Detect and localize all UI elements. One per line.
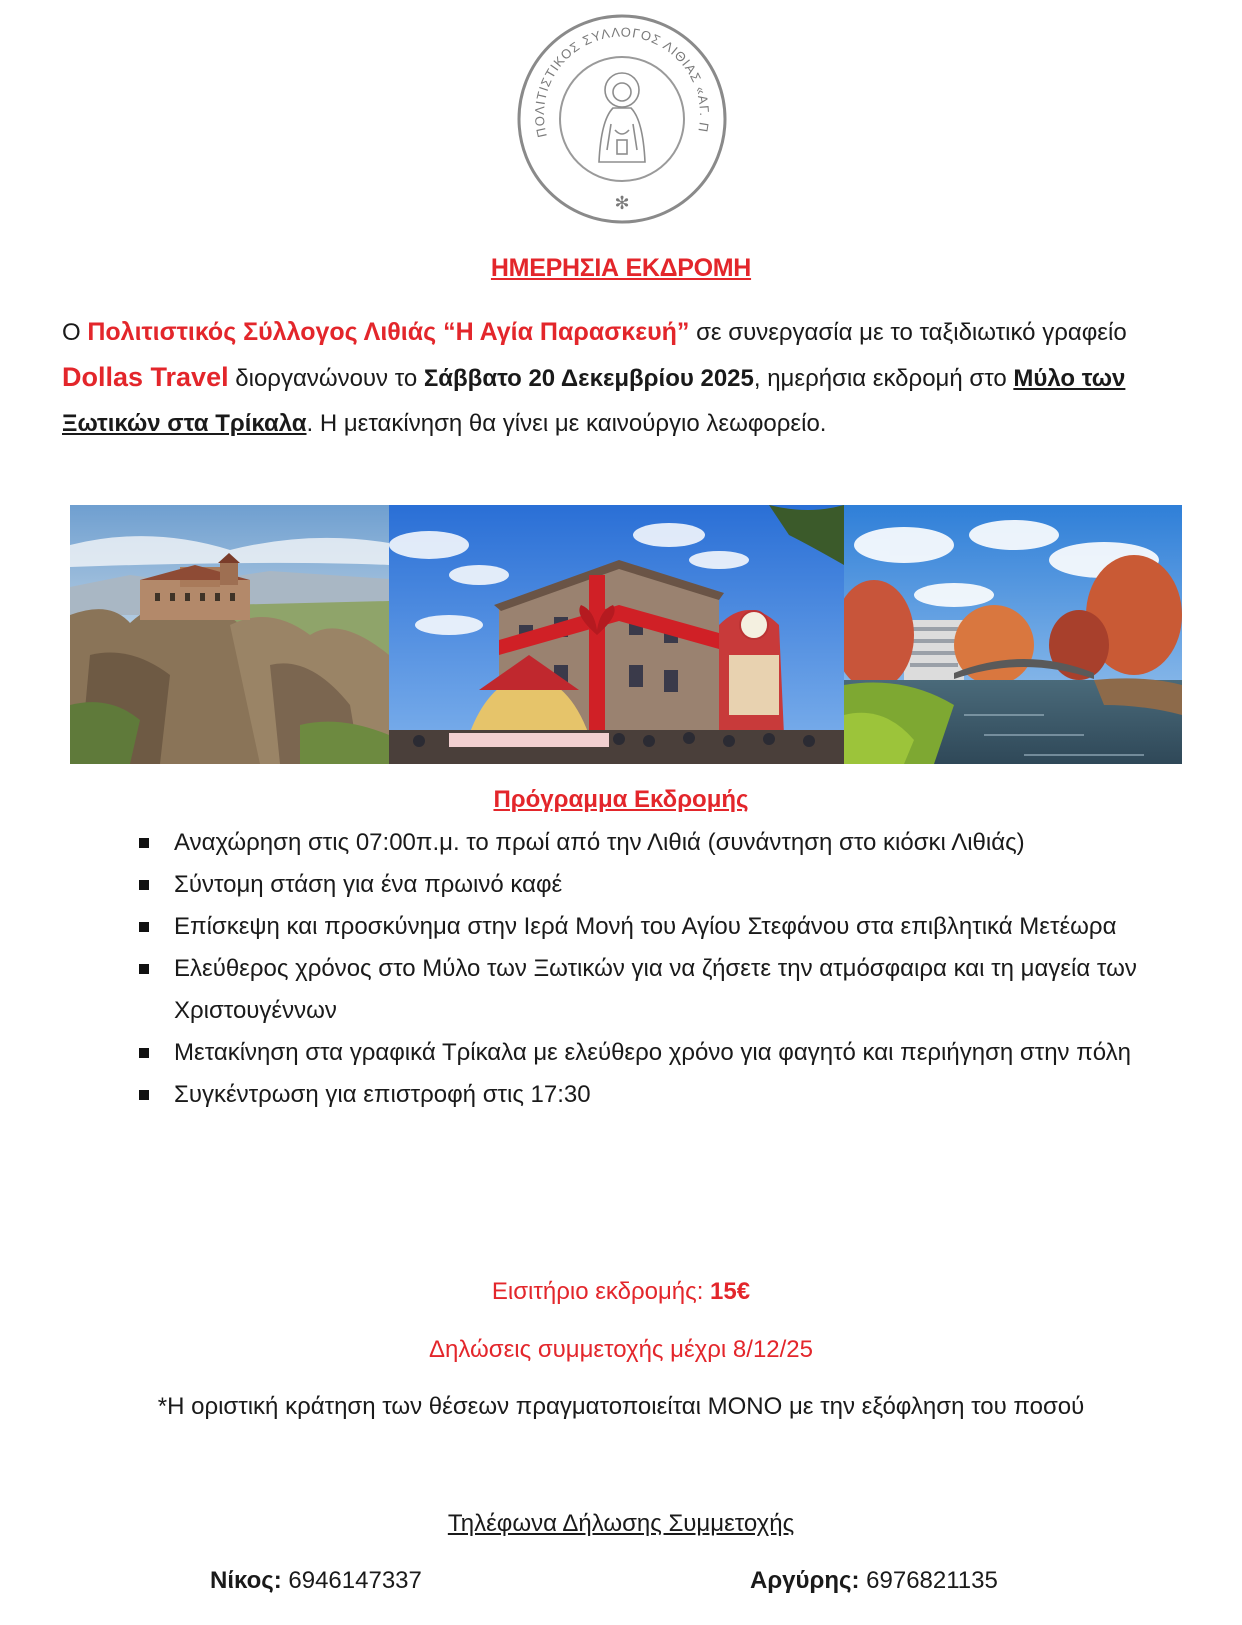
intro-text-3: διοργανώνουν το <box>228 365 424 392</box>
trip-heading: ΗΜΕΡΗΣΙΑ ΕΚΔΡΟΜΗ <box>490 254 752 282</box>
ticket-label: Εισιτήριο εκδρομής: <box>491 1278 711 1305</box>
program-item: Συγκέντρωση για επιστροφή στις 17:30 <box>138 1074 1188 1116</box>
program-item: Σύντομη στάση για ένα πρωινό καφέ <box>138 864 1188 906</box>
program-item: Ελεύθερος χρόνος στο Μύλο των Ξωτικών για να ζήσετε την ατμόσφαιρα και τη μαγεία των Χριστουγέννων <box>138 948 1188 1032</box>
ticket-price: 15€ <box>710 1278 751 1305</box>
seal-text: ΠΟΛΙΤΙΣΤΙΚΟΣ ΣΥΛΛΟΓΟΣ ΛΙΘΙΑΣ «ΑΓ. Π <box>531 24 713 139</box>
program-list <box>138 822 1188 1116</box>
meteora-monastery-photo <box>70 505 389 764</box>
trikala-river-photo <box>844 505 1182 764</box>
photo-strip <box>70 505 1182 764</box>
square-bullet-icon <box>139 964 149 974</box>
program-item: Αναχώρηση στις 07:00π.μ. το πρωί από την Λιθιά (συνάντηση στο κιόσκι Λιθιάς) <box>138 822 1188 864</box>
trip-destination: Μύλο των Ξωτικών στα Τρίκαλα <box>62 365 1126 437</box>
association-name: Πολιτιστικός Σύλλογος Λιθιάς “Η Αγία Παρασκευή” <box>87 318 690 346</box>
square-bullet-icon <box>139 1048 149 1058</box>
program-item: Επίσκεψη και προσκύνημα στην Ιερά Μονή του Αγίου Στεφάνου στα επιβλητικά Μετέωρα <box>138 906 1188 948</box>
registration-deadline: Δηλώσεις συμμετοχής μέχρι 8/12/25 <box>429 1336 813 1363</box>
contact-name: Αργύρης: <box>750 1567 860 1594</box>
square-bullet-icon <box>139 880 149 890</box>
travel-agency-name: Dollas Travel <box>62 362 229 392</box>
square-bullet-icon <box>139 1090 149 1100</box>
intro-text-4: , ημερήσια εκδρομή στο <box>753 365 1014 392</box>
program-item: Μετακίνηση στα γραφικά Τρίκαλα με ελεύθερο χρόνο για φαγητό και περιήγηση στην πόλη <box>138 1032 1188 1074</box>
intro-paragraph <box>62 310 1182 446</box>
contact-nikos <box>210 1567 422 1595</box>
intro-text-5: . Η μετακίνηση θα γίνει με καινούργιο λεωφορείο. <box>306 410 827 437</box>
intro-text-1: Ο <box>62 319 88 346</box>
contact-phone: 6976821135 <box>859 1567 998 1594</box>
association-seal-logo <box>515 12 729 226</box>
square-bullet-icon <box>139 838 149 848</box>
program-title: Πρόγραμμα Εκδρομής <box>493 786 749 813</box>
svg-text:✻: ✻ <box>614 193 630 214</box>
trip-date: Σάββατο 20 Δεκεμβρίου 2025 <box>423 365 754 392</box>
ticket-price-line <box>0 1278 1242 1306</box>
phones-title: Τηλέφωνα Δήλωσης Συμμετοχής <box>447 1510 795 1537</box>
contact-name: Νίκος: <box>210 1567 282 1594</box>
intro-text-2: σε συνεργασία με το ταξιδιωτικό γραφείο <box>689 319 1127 346</box>
booking-note: *Η οριστική κράτηση των θέσεων πραγματοποιείται ΜΟΝΟ με την εξόφληση του ποσού <box>157 1393 1085 1420</box>
contact-argyris <box>750 1567 998 1595</box>
mill-of-elves-photo <box>389 505 844 764</box>
contact-phone: 6946147337 <box>281 1567 422 1594</box>
square-bullet-icon <box>139 922 149 932</box>
